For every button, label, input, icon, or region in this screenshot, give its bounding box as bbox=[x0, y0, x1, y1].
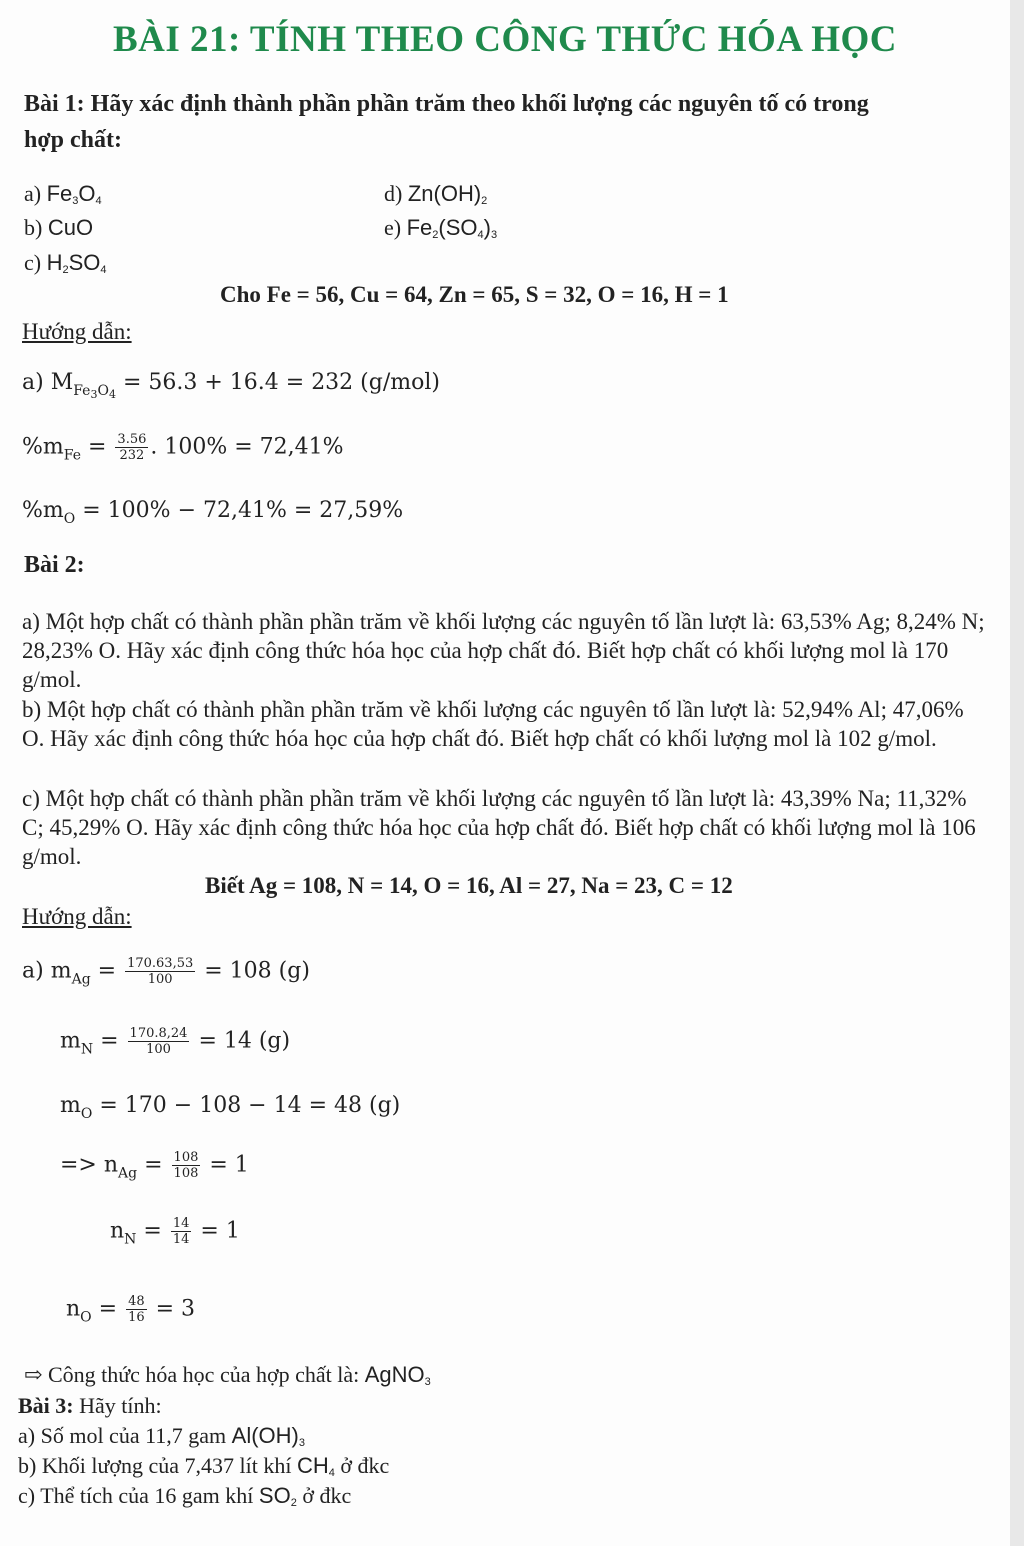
arrow-icon: ⇨ bbox=[24, 1362, 43, 1387]
bai2-solution-nN: $n_N$ = $\frac{14}{14}$ = 1 bbox=[110, 1216, 240, 1248]
bai1-item-a bbox=[24, 181, 102, 207]
item-label: d) bbox=[384, 181, 403, 206]
bai3-item-b: b) Khối lượng của 7,437 lít khí CH4 ở đkc bbox=[18, 1453, 390, 1479]
fraction: $\frac{48}{16}$ bbox=[128, 1294, 145, 1325]
bai1-item-b bbox=[24, 215, 93, 241]
item-label: e) bbox=[384, 215, 402, 240]
bai2-solution-nO: $n_O$ = $\frac{48}{16}$ = 3 bbox=[66, 1294, 196, 1326]
fraction: $\frac{170.63,53}{100}$ bbox=[127, 956, 194, 987]
formula: Zn(OH)2 bbox=[407, 181, 488, 207]
fraction: $\frac{170.8,24}{100}$ bbox=[129, 1026, 188, 1057]
formula: Fe2(SO4)3 bbox=[406, 215, 498, 241]
bai2-part-a: a) Một hợp chất có thành phần phần trăm về khối lượng các nguyên tố lần lượt là: 63,53% Ag; 8,24% N; 28,23% O. Hãy xác định công thức hóa học của hợp chất đó. Biết hợp chất có khối lượng mol là 170 g/mol. bbox=[22, 609, 985, 692]
bai2-part-c: c) Một hợp chất có thành phần phần trăm về khối lượng các nguyên tố lần lượt là: 43,39% Na; 11,32% C; 45,29% O. Hãy xác định công thức hóa học của hợp chất đó. Biết hợp chất có khối lượng mol là 106 g/mol. bbox=[22, 786, 976, 869]
bai3-item-a: a) Số mol của 11,7 gam Al(OH)3 bbox=[18, 1423, 305, 1449]
bai2-part-b: b) Một hợp chất có thành phần phần trăm về khối lượng các nguyên tố lần lượt là: 52,94% Al; 47,06% O. Hãy xác định công thức hóa học của hợp chất đó. Biết hợp chất có khối lượng mol là 102 g/mol. bbox=[22, 697, 964, 751]
bai3-item-c: c) Thể tích của 16 gam khí SO2 ở đkc bbox=[18, 1483, 352, 1509]
bai1-heading-text: Hãy xác định thành phần phần trăm theo khối lượng các nguyên tố có trong bbox=[90, 91, 869, 117]
bai2-solution-mO: $m_O = 170 - 108 - 14 = 48$ (g) bbox=[60, 1093, 401, 1122]
fraction: $\frac{3.56}{232}$ bbox=[117, 432, 147, 463]
page-title: BÀI 21: TÍNH THEO CÔNG THỨC HÓA HỌC bbox=[112, 19, 897, 60]
bai1-given: Cho Fe = 56, Cu = 64, Zn = 65, S = 32, O = 16, H = 1 bbox=[220, 282, 729, 307]
bai2-solution-nAg: => $n_{Ag}$ = $\frac{108}{108}$ = 1 bbox=[60, 1150, 249, 1182]
bai1-item-d bbox=[384, 181, 487, 207]
bai2-solution-mAg: a) $m_{Ag}$ = $\frac{170.63,53}{100}$ = 108 (g) bbox=[22, 956, 310, 988]
item-label: a) bbox=[24, 181, 42, 206]
item-label: c) bbox=[24, 250, 42, 275]
bai1-item-c bbox=[24, 250, 107, 276]
bai1-item-e bbox=[384, 215, 497, 241]
bai2-solution-mN: $m_N$ = $\frac{170.8,24}{100}$ = 14 (g) bbox=[60, 1026, 291, 1058]
bai1-guide-label: Hướng dẫn: bbox=[22, 319, 132, 344]
bai2-given: Biết Ag = 108, N = 14, O = 16, Al = 27, Na = 23, C = 12 bbox=[205, 873, 733, 898]
bai1-heading-line2: hợp chất: bbox=[24, 127, 122, 153]
page-edge bbox=[1010, 0, 1024, 1546]
item-label: b) bbox=[24, 215, 43, 240]
bai1-solution-line2: $\%m_{Fe}$ = $\frac{3.56}{232}$ . 100% = 72,41% bbox=[22, 432, 344, 464]
bai1-heading bbox=[24, 91, 869, 118]
bai2-guide-label: Hướng dẫn: bbox=[22, 904, 132, 929]
formula: Fe3O4 bbox=[46, 181, 102, 207]
formula: H2SO4 bbox=[46, 250, 107, 276]
bai1-solution-line3: $\%m_O = 100\% - 72,41\% = 27,59\%$ bbox=[22, 498, 404, 527]
bai1-heading-label: Bài 1: bbox=[24, 91, 85, 117]
bai2-heading: Bài 2: bbox=[24, 552, 85, 578]
fraction: $\frac{108}{108}$ bbox=[173, 1150, 199, 1181]
bai1-solution-line1: a) $M_{Fe_3O_4} = 56.3 + 16.4 = 232$ (g/mol) bbox=[22, 370, 440, 401]
bai3-heading: Bài 3: Hãy tính: bbox=[18, 1393, 162, 1418]
bai2-conclusion: ⇨ Công thức hóa học của hợp chất là: AgNO3 bbox=[24, 1362, 431, 1388]
fraction: $\frac{14}{14}$ bbox=[172, 1216, 190, 1247]
formula: CuO bbox=[47, 215, 94, 240]
